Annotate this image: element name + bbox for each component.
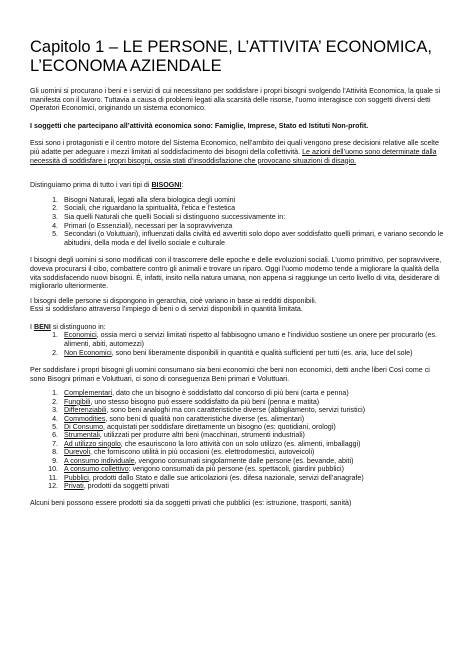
goods-term: A consumo individuale bbox=[64, 456, 135, 465]
goods-desc: , acquistati per soddisfare direttamente un bisogno (es: quotidiani, orologi) bbox=[103, 423, 336, 432]
hierarchy-line-1: I bisogni delle persone si dispongono in gerarchia, cioè variano in base ai redditi disponibili. bbox=[30, 296, 317, 305]
list-item: 5. Secondari (o Voluttuari), influenzati dalla civiltà ed avvertiti solo dopo aver soddisfatto quelli primari, e variano secondo le abitudini, della moda e del livello sociale e culturale bbox=[60, 230, 444, 247]
goods-term: Differenziabili bbox=[64, 406, 107, 415]
goods-desc: , che forniscono utilità in più occasioni (es. elettrodomestici, autoveicoli) bbox=[90, 448, 315, 457]
list-item bbox=[60, 457, 444, 465]
list-item bbox=[60, 474, 444, 482]
goods-term: Complementari bbox=[64, 389, 113, 398]
goods-intro-suffix: si distinguono in: bbox=[50, 322, 106, 331]
goods-term: Ad utilizzo singolo bbox=[64, 439, 121, 448]
list-item bbox=[60, 406, 444, 414]
goods-desc: , prodotti da soggetti privati bbox=[83, 481, 169, 490]
list-item bbox=[60, 415, 444, 423]
goods-desc: , vengono consumati singolarmente dalle persone (es. bevande, abiti) bbox=[134, 456, 354, 465]
system-paragraph bbox=[30, 139, 444, 165]
goods-desc: , prodotti dallo Stato e dalle sue articolazioni (es. difesa nazionale, servizi dell’anagrafe) bbox=[88, 473, 364, 482]
intro-paragraph: Gli uomini si procurano i beni e i servizi di cui necessitano per soddisfare i propri bisogni svolgendo l’Attività Economica, la quale si manifesta con il lavoro. Tuttavia a causa di problemi legati alla scarsità delle risorse, l’uomo interagisce con soggetti diversi detti Operatori Economici, originando un sistema economico. bbox=[30, 87, 441, 113]
goods-keyword: BENI bbox=[33, 322, 51, 331]
goods-desc: , che esauriscono la loro attività con un solo utilizzo (es. alimenti, imballaggi) bbox=[120, 439, 361, 448]
goods-type-desc: , ossia merci o servizi limitati rispetto al fabbisogno umano e l’individuo sostiene un onere per procurarlo (es. alimenti, abiti, automezzi) bbox=[64, 331, 438, 349]
goods-term: Pubblici bbox=[64, 473, 89, 482]
list-item: 2. Sociali, che riguardano la spiritualità, l’etica e l’estetica bbox=[60, 204, 444, 213]
goods-desc: , utilizzati per produrre altri beni (macchinari, strumenti industriali) bbox=[99, 431, 305, 440]
closing-paragraph: Alcuni beni possono essere prodotti sia da soggetti privati che pubblici (es: istruzione, trasporti, sanità) bbox=[30, 499, 352, 508]
goods-desc: , sono beni analoghi ma con caratteristiche diverse (abbigliamento, servizi turistici) bbox=[106, 406, 366, 415]
system-text: Essi sono i protagonisti e il centro motore del Sistema Economico, nell’ambito dei quali vengono prese decisioni relative alle scelte più adatte per adeguare i mezzi limitati al soddisfacimento dei bisogni della collettività. bbox=[30, 139, 439, 156]
evolution-paragraph: I bisogni degli uomini si sono modificati con il trascorrere delle epoche e delle evoluzioni sociali. L’uomo primitivo, per sopravvivere, doveva procurarsi il cibo, combattere contro gli animali e trovare un riparo. Oggi l’uomo moderno tende a migliorare la qualità della vita soddisfacendo nuovi bisogni. È, infatti, insito nella natura umana, non appena si raggiunge un certo livello di vita, desiderare di migliorarlo ulteriormente. bbox=[30, 256, 442, 291]
goods-intro-text: I bbox=[30, 322, 34, 331]
needs-intro bbox=[30, 181, 444, 190]
list-item: 4. Primari (o Essenziali), necessari per la sopravvivenza bbox=[60, 222, 444, 231]
needs-keyword: BISOGNI bbox=[151, 181, 182, 190]
goods-term: Di Consumo bbox=[64, 423, 104, 432]
list-item bbox=[60, 423, 444, 431]
system-underlined-text: Le azioni dell’uomo sono determinate dalla necessità di soddisfare i propri bisogni, ossia stati d’insoddisfazione che provocano situazioni di disagio. bbox=[30, 147, 437, 165]
goods-type-term: Non Economici bbox=[64, 348, 112, 357]
title-line-1: Capitolo 1 – LE PERSONE, L’ATTIVITA’ ECONOMICA, bbox=[30, 38, 432, 56]
goods-desc: , uno stesso bisogno può essere soddisfatto da più beni (penna e matita) bbox=[90, 397, 320, 406]
goods-categories-list bbox=[30, 389, 444, 490]
hierarchy-line-2: Essi si soddisfano attraverso l’impiego di beni o di servizi disponibili in quantità limitata. bbox=[30, 305, 303, 314]
goods-paragraph: Per soddisfare i propri bisogni gli uomini consumano sia beni economici che beni non economici, detti anche liberi Così come ci sono Bisogni primari e Voluttuari, ci sono di conseguenza Beni primari e Voluttuari. bbox=[30, 366, 430, 383]
list-item: 3. Sia quelli Naturali che quelli Sociali si distinguono successivamente in: bbox=[60, 213, 444, 222]
list-item bbox=[60, 331, 444, 348]
goods-desc: , dato che un bisogno è soddisfatto dal concorso di più beni (carta e penna) bbox=[112, 389, 349, 398]
goods-term: Privati bbox=[64, 481, 84, 490]
goods-term: Commodities bbox=[64, 414, 106, 423]
goods-term: A consumo collettivo bbox=[64, 465, 129, 474]
goods-types-list bbox=[30, 331, 444, 357]
goods-intro bbox=[30, 323, 444, 332]
list-item: 1. Bisogni Naturali, legati alla sfera biologica degli uomini bbox=[60, 196, 444, 205]
list-item bbox=[60, 482, 444, 490]
goods-desc: : vengono consumati da più persone (es. spettacoli, giardini pubblici) bbox=[128, 465, 344, 474]
list-item bbox=[60, 448, 444, 456]
goods-type-term: Economici bbox=[64, 331, 97, 340]
goods-term: Fungibili bbox=[64, 397, 91, 406]
list-item bbox=[60, 431, 444, 439]
needs-intro-colon: : bbox=[181, 181, 184, 190]
list-item bbox=[60, 389, 444, 397]
goods-desc: , sono beni di qualità non caratteristiche diverse (es. alimentari) bbox=[105, 414, 305, 423]
needs-list bbox=[30, 196, 444, 248]
goods-term: Strumentali bbox=[64, 431, 100, 440]
page-title bbox=[30, 38, 444, 76]
list-item bbox=[60, 440, 444, 448]
subjects-heading: I soggetti che partecipano all’attività economica sono: Famiglie, Imprese, Stato ed Istituti Non-profit. bbox=[30, 121, 369, 130]
title-line-2: L’ECONOMA AZIENDALE bbox=[30, 57, 222, 75]
goods-type-desc: , sono beni liberamente disponibili in quantità e qualità sufficienti per tutti (es. aria, luce del sole) bbox=[111, 348, 413, 357]
needs-intro-text: Distinguiamo prima di tutto i vari tipi di bbox=[30, 181, 152, 190]
goods-term: Durevoli bbox=[64, 448, 91, 457]
list-item bbox=[60, 349, 444, 358]
list-item bbox=[60, 465, 444, 473]
list-item bbox=[60, 398, 444, 406]
